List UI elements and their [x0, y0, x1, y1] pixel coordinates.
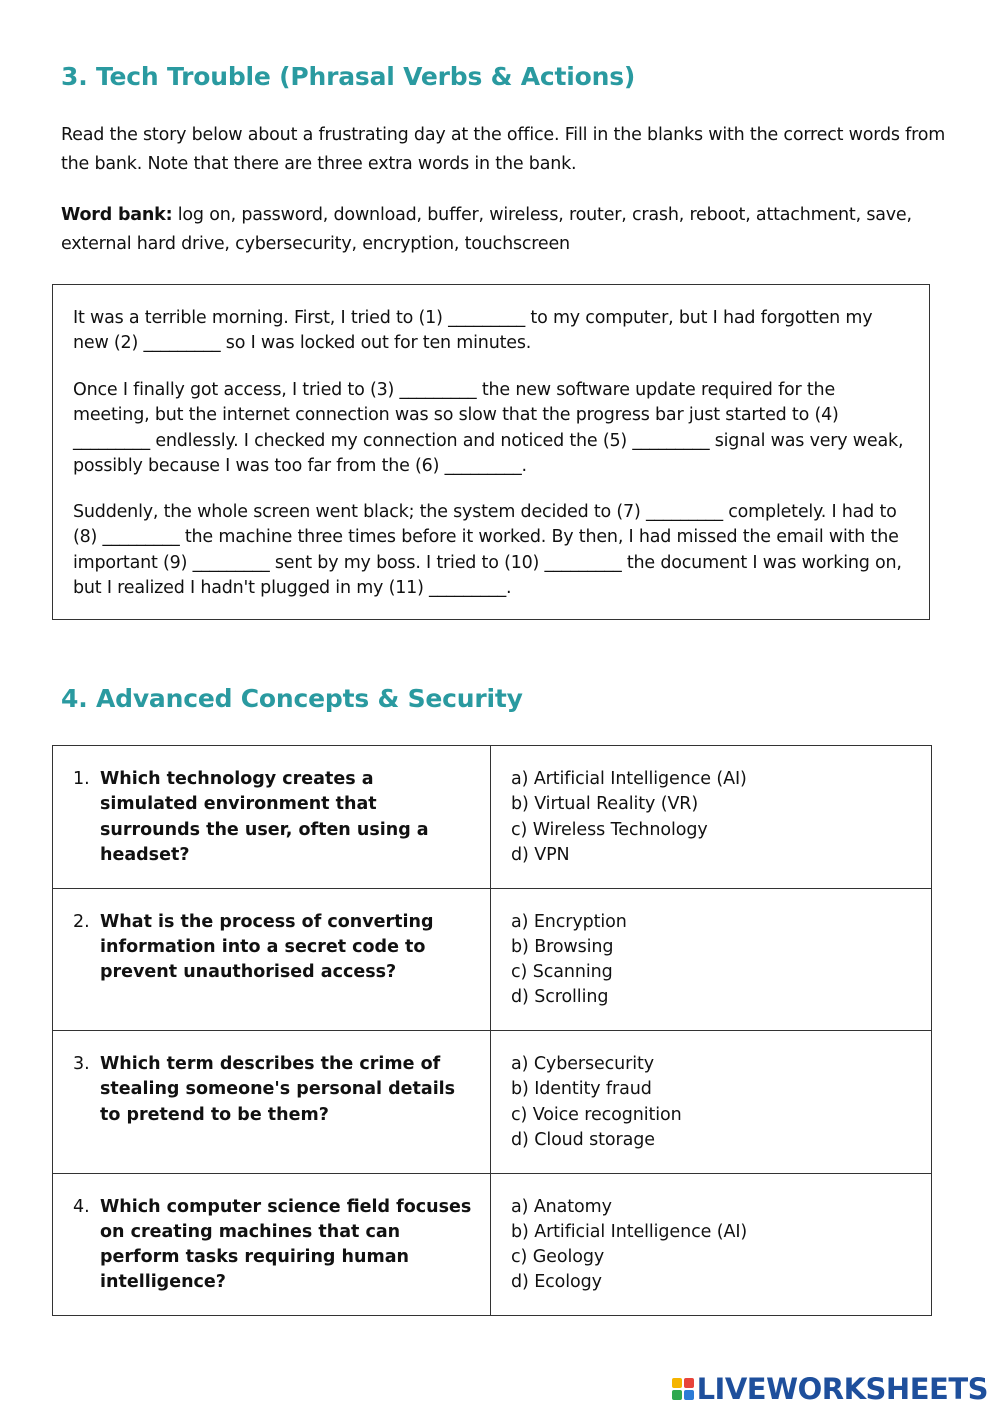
question-cell: [53, 888, 491, 1031]
answer-option[interactable]: b) Artificial Intelligence (AI): [511, 1221, 748, 1242]
answer-option[interactable]: d) Ecology: [511, 1272, 602, 1293]
quiz-row: [53, 1031, 932, 1174]
word-bank: [61, 201, 951, 259]
logo-block: [672, 1390, 682, 1400]
answer-option[interactable]: c) Wireless Technology: [511, 819, 708, 840]
question-number: 4.: [73, 1196, 90, 1217]
question-cell: [53, 746, 491, 889]
section-4-title: 4. Advanced Concepts & Security: [61, 684, 523, 713]
logo-block: [684, 1390, 694, 1400]
answer-option[interactable]: d) VPN: [511, 844, 570, 865]
answer-option[interactable]: d) Scrolling: [511, 987, 609, 1008]
story-paragraph: It was a terrible morning. First, I tried to (1) _________ to my computer, but I had forgotten my new (2) _________ so I was locked out for ten minutes.: [73, 308, 873, 354]
quiz-row: [53, 888, 932, 1031]
story-box: [52, 284, 930, 620]
quiz-table: [52, 745, 932, 1316]
logo-blocks-icon: [672, 1378, 694, 1400]
answer-option[interactable]: a) Encryption: [511, 911, 627, 932]
question-cell: [53, 1031, 491, 1174]
question-number: 3.: [73, 1054, 90, 1074]
question-text: Which computer science field focuses on creating machines that can perform tasks requiring human intelligence?: [100, 1196, 472, 1293]
options-cell: [491, 888, 932, 1031]
options-cell: [491, 746, 932, 889]
quiz-row: [53, 1173, 932, 1316]
question-text: Which technology creates a simulated environment that surrounds the user, often using a headset?: [100, 769, 429, 865]
story-paragraph: Once I finally got access, I tried to (3) _________ the new software update required for the meeting, but the internet connection was so slow that the progress bar just started to (4) _________ endlessly. I checked my connection and noticed the (5) _________ signal was very weak, possibly because I was too far from the (6) _________.: [73, 380, 904, 476]
section-3-instructions: Read the story below about a frustrating day at the office. Fill in the blanks with the correct words from the bank. Note that there are three extra words in the bank.: [61, 125, 946, 174]
question-cell: [53, 1173, 491, 1316]
options-cell: [491, 1031, 932, 1174]
question-text: Which term describes the crime of stealing someone's personal details to pretend to be them?: [100, 1054, 456, 1125]
word-bank-label: Word bank:: [61, 205, 173, 225]
answer-option[interactable]: c) Scanning: [511, 962, 613, 983]
liveworksheets-logo[interactable]: [672, 1372, 988, 1406]
answer-option[interactable]: c) Voice recognition: [511, 1104, 682, 1125]
logo-block: [684, 1378, 694, 1388]
answer-option[interactable]: d) Cloud storage: [511, 1129, 655, 1150]
word-bank-words: log on, password, download, buffer, wireless, router, crash, reboot, attachment, save, external hard drive, cybersecurity, encryption, touchscreen: [61, 205, 912, 254]
section-3-title: 3. Tech Trouble (Phrasal Verbs & Actions): [61, 62, 636, 91]
answer-option[interactable]: b) Browsing: [511, 936, 614, 957]
question-text: What is the process of converting information into a secret code to prevent unauthorised access?: [100, 911, 434, 983]
answer-option[interactable]: a) Anatomy: [511, 1196, 612, 1217]
answer-option[interactable]: b) Identity fraud: [511, 1079, 652, 1100]
answer-option[interactable]: b) Virtual Reality (VR): [511, 794, 699, 815]
quiz-row: [53, 746, 932, 889]
logo-text: LIVEWORKSHEETS: [696, 1372, 988, 1406]
answer-option[interactable]: a) Artificial Intelligence (AI): [511, 769, 747, 789]
answer-option[interactable]: c) Geology: [511, 1247, 605, 1268]
options-cell: [491, 1173, 932, 1316]
story-paragraph: Suddenly, the whole screen went black; the system decided to (7) _________ completely. I had to (8) _________ the machine three times before it worked. By then, I had missed the email with the important (9) _________ sent by my boss. I tried to (10) _________ the document I was working on, but I realized I hadn't plugged in my (11) _________.: [73, 502, 902, 598]
question-number: 2.: [73, 911, 90, 932]
question-number: 1.: [73, 769, 90, 789]
logo-block: [672, 1378, 682, 1388]
answer-option[interactable]: a) Cybersecurity: [511, 1054, 655, 1074]
